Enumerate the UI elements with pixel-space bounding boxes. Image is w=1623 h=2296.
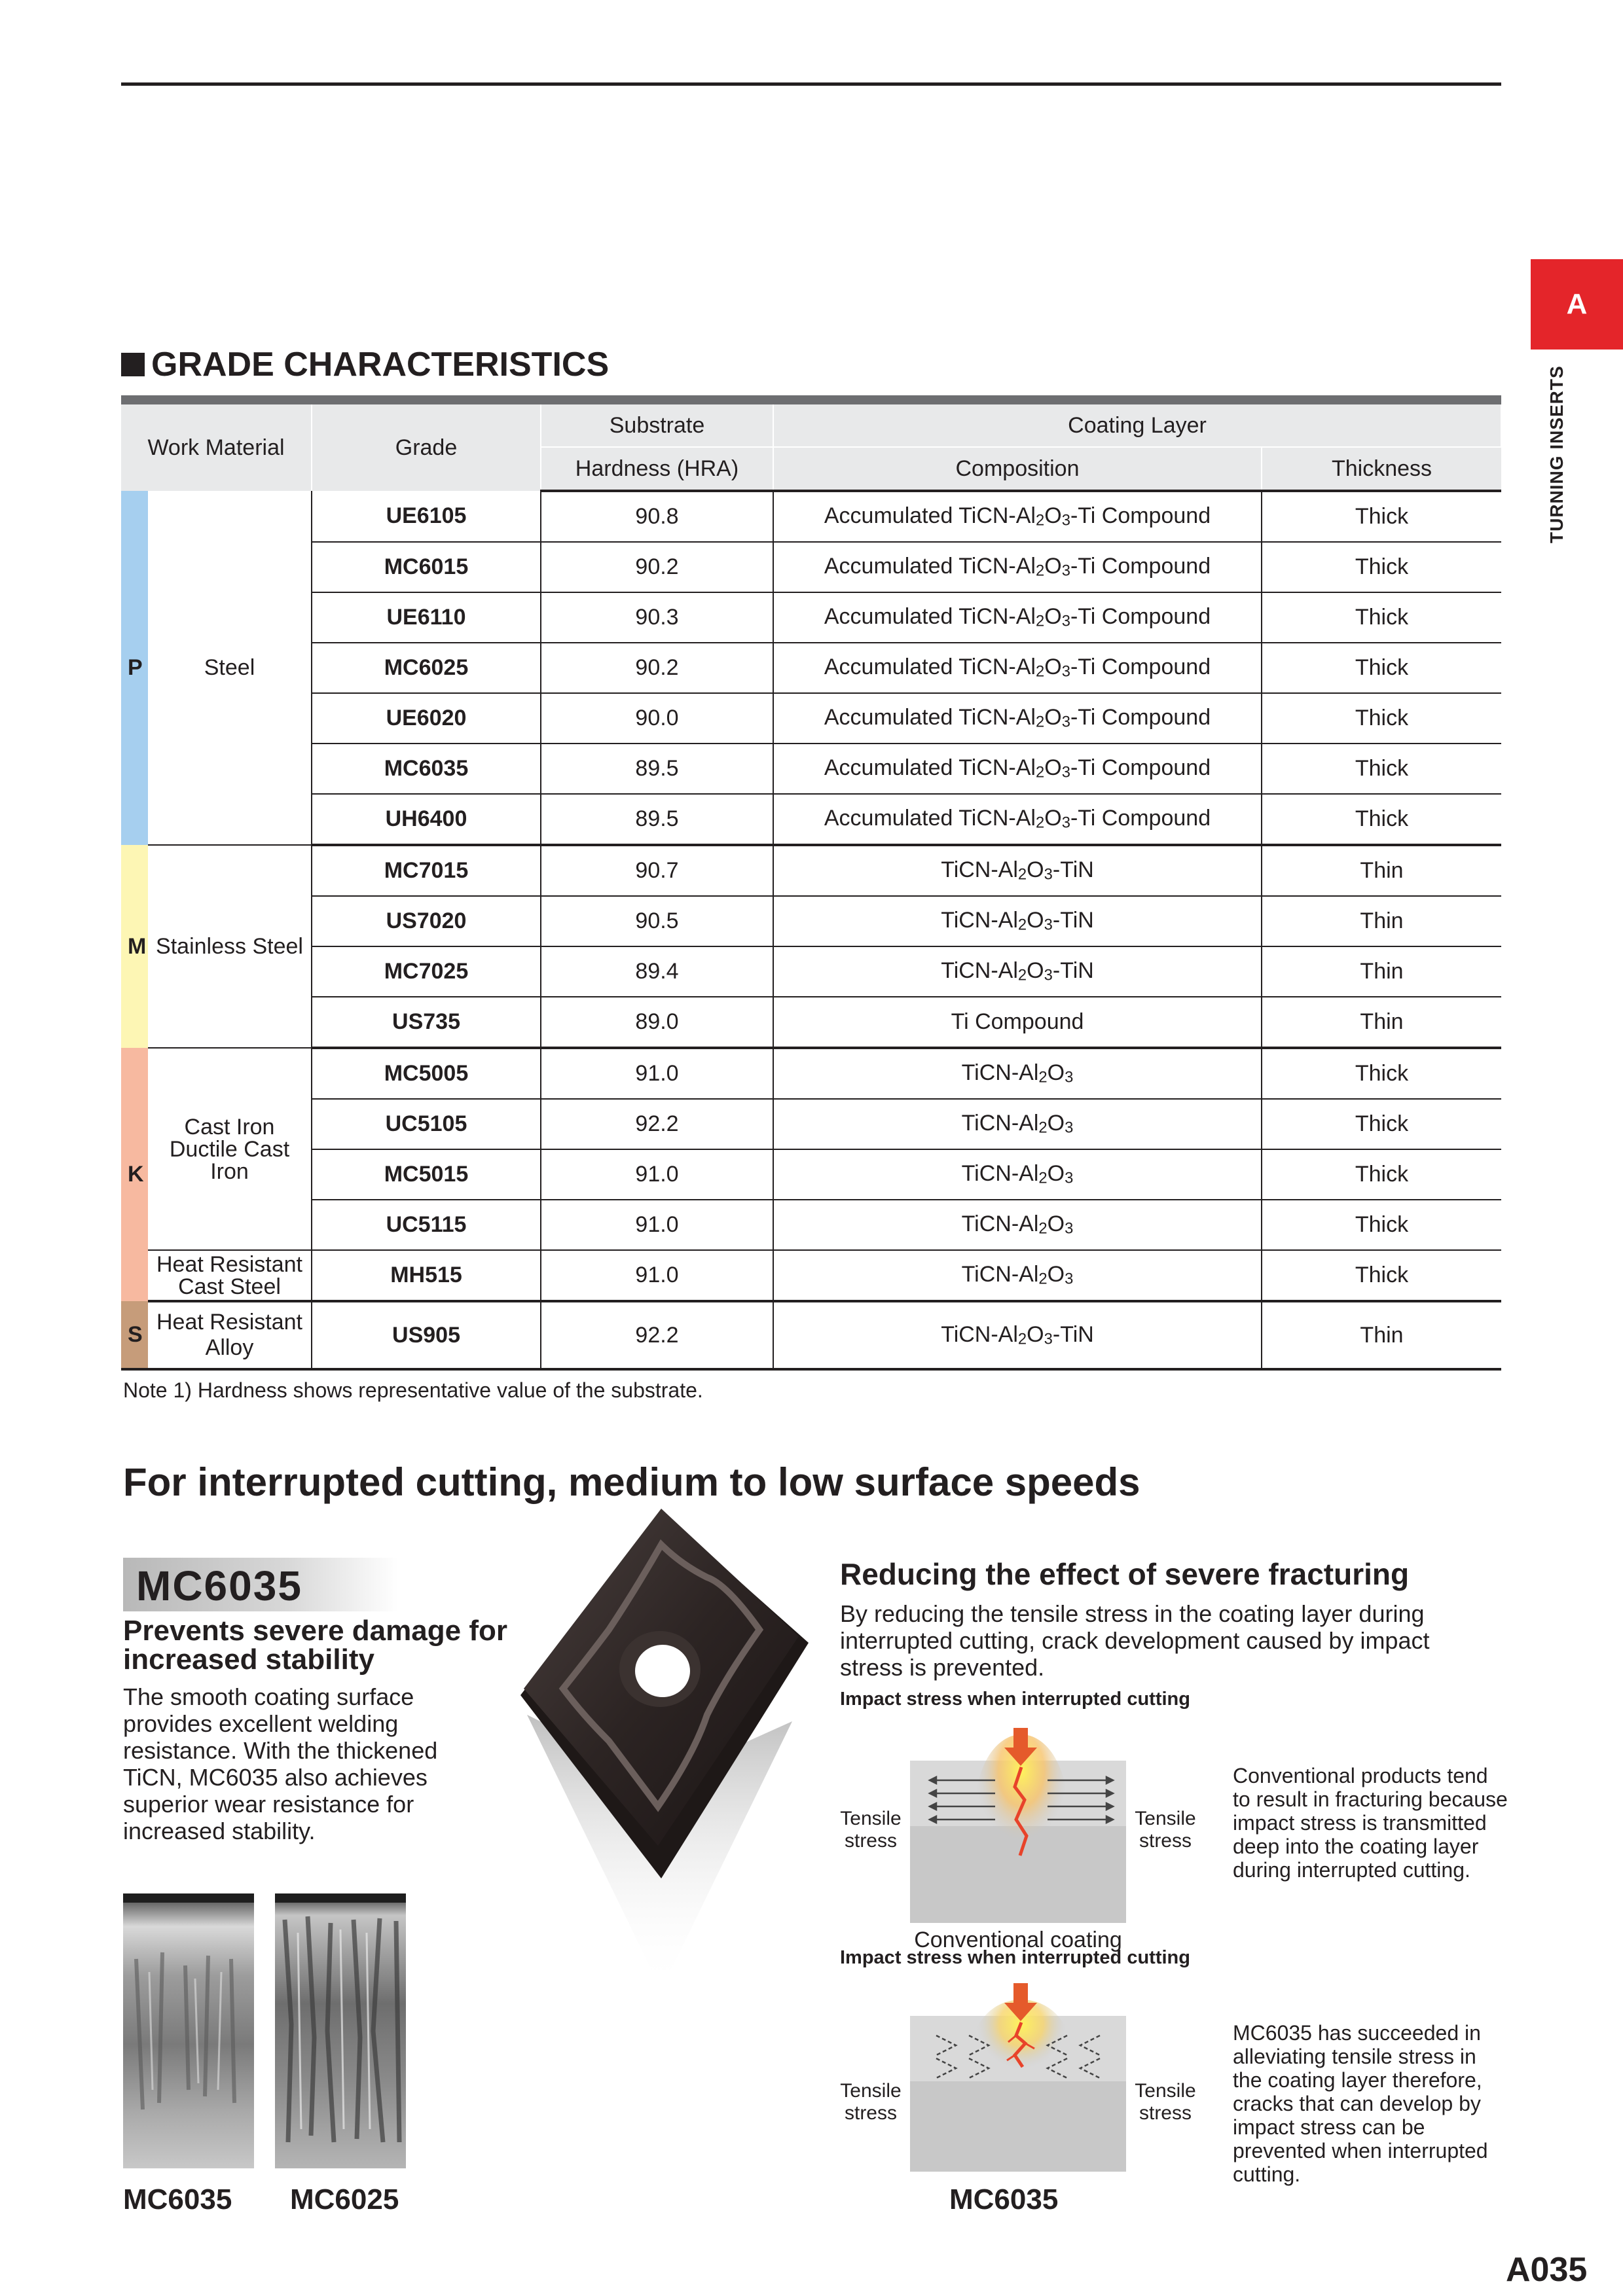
grade-cell: UH6400 [312,794,541,845]
material-code-s: S [121,1301,148,1369]
hardness-cell: 89.5 [541,744,773,794]
composition-cell: TiCN-$Al_2O_3$ [773,1200,1262,1250]
table-row [121,1200,1501,1250]
grade-cell: MC6035 [312,744,541,794]
composition-cell: TiCN-$Al_2O_3$-TiN [773,1301,1262,1369]
thickness-cell: Thick [1262,794,1501,845]
thickness-cell: Thick [1262,643,1501,693]
table-row [121,592,1501,643]
header-hardness: Hardness (HRA) [541,447,773,491]
table-row [121,1250,1501,1301]
grade-cell: MC6025 [312,643,541,693]
composition-cell: TiCN-$Al_2O_3$ [773,1048,1262,1099]
table-top-bar [121,395,1501,404]
thickness-cell: Thick [1262,491,1501,542]
grade-cell: UE6105 [312,491,541,542]
table-row [121,1099,1501,1149]
hardness-cell: 91.0 [541,1250,773,1301]
sem-image-mc6035 [123,1893,254,2168]
hardness-cell: 90.0 [541,693,773,744]
grade-characteristics-table [121,404,1502,1371]
table-row [121,1149,1501,1200]
mc6035-coating-diagram [910,1983,1126,2172]
smooth-text: The smooth coating surface provides excellent welding resistance. With the thickened TiCN, MC6035 also achieves superior wear resistance for increased stability. [123,1683,438,1844]
table-row [121,744,1501,794]
grade-cell: MC7025 [312,946,541,997]
section-title [121,345,609,384]
reduce-title: Reducing the effect of severe fracturing [840,1557,1410,1591]
work-material: Steel [148,491,312,845]
prevents-title: Prevents severe damage for increased stability [123,1615,507,1676]
grade-cell: MC5005 [312,1048,541,1099]
composition-cell: Ti Compound [773,997,1262,1048]
work-material: Cast Iron Ductile Cast Iron [148,1048,312,1250]
section-tab-label: TURNING INSERTS [1546,365,1567,543]
sem-label-2: MC6025 [290,2183,399,2215]
conventional-caption: Conventional coating [914,1928,1122,1952]
impact-label-mc6035: Impact stress when interrupted cutting [840,1947,1190,1968]
thickness-cell: Thick [1262,1048,1501,1099]
table-row [121,946,1501,997]
top-rule [121,82,1501,86]
work-material: Heat Resistant Alloy [148,1301,312,1369]
header-grade: Grade [312,404,541,491]
square-bullet-icon [121,353,145,376]
header-substrate: Substrate [541,404,773,447]
table-row [121,1301,1501,1369]
hardness-cell: 90.5 [541,896,773,946]
table-row [121,643,1501,693]
material-code-p: P [121,491,148,845]
table-row [121,997,1501,1048]
page-number: A035 [1506,2251,1588,2289]
grade-cell: UC5105 [312,1099,541,1149]
hardness-cell: 89.5 [541,794,773,845]
table-note: Note 1) Hardness shows representative value of the substrate. [123,1378,703,1402]
composition-cell: Accumulated TiCN-$Al_2O_3-Ti$ Compound [773,643,1262,693]
hardness-cell: 91.0 [541,1200,773,1250]
thickness-cell: Thick [1262,1099,1501,1149]
composition-cell: Accumulated TiCN-$Al_2O_3-Ti$ Compound [773,592,1262,643]
thickness-cell: Thick [1262,744,1501,794]
thickness-cell: Thick [1262,693,1501,744]
grade-cell: MC7015 [312,845,541,896]
composition-cell: Accumulated TiCN-$Al_2O_3-Ti$ Compound [773,693,1262,744]
composition-cell: Accumulated TiCN-$Al_2O_3-Ti$ Compound [773,542,1262,592]
work-material: Stainless Steel [148,845,312,1048]
table-body [121,491,1501,1369]
composition-cell: Accumulated TiCN-$Al_2O_3-Ti$ Compound [773,794,1262,845]
hardness-cell: 90.3 [541,592,773,643]
section-title-text: GRADE CHARACTERISTICS [151,346,610,384]
composition-cell: TiCN-$Al_2O_3$-TiN [773,946,1262,997]
mc6035-text: MC6035 has succeeded in alleviating tensile stress in the coating layer therefore, cracks that can develop by impact stress can be prevented when interrupted cutting. [1233,2021,1488,2186]
grade-cell: UC5115 [312,1200,541,1250]
hardness-cell: 90.2 [541,542,773,592]
conventional-text: Conventional products tend to result in fracturing because impact stress is transmitted deep into the coating layer during interrupted cutting. [1233,1764,1508,1882]
thickness-cell: Thin [1262,997,1501,1048]
reduce-text: By reducing the tensile stress in the coating layer during interrupted cutting, crack development caused by impact stress is prevented. [840,1600,1430,1681]
mc6035-caption: MC6035 [949,2183,1059,2215]
hardness-cell: 91.0 [541,1149,773,1200]
thickness-cell: Thin [1262,1301,1501,1369]
material-code-m: M [121,845,148,1048]
hardness-cell: 91.0 [541,1048,773,1099]
hardness-cell: 92.2 [541,1099,773,1149]
composition-cell: TiCN-$Al_2O_3$ [773,1099,1262,1149]
composition-cell: Accumulated TiCN-$Al_2O_3-Ti$ Compound [773,744,1262,794]
grade-cell: UE6110 [312,592,541,643]
thickness-cell: Thin [1262,896,1501,946]
hardness-cell: 89.4 [541,946,773,997]
work-material: Heat Resistant Cast Steel [148,1250,312,1301]
headline: For interrupted cutting, medium to low surface speeds [123,1460,1140,1504]
material-code-k: K [121,1048,148,1301]
thickness-cell: Thin [1262,946,1501,997]
table-row [121,845,1501,896]
tensile-label-left-2: Tensile stress [840,2080,902,2124]
grade-cell: MC6015 [312,542,541,592]
hardness-cell: 90.7 [541,845,773,896]
header-thickness: Thickness [1262,447,1501,491]
composition-cell: Accumulated TiCN-$Al_2O_3-Ti$ Compound [773,491,1262,542]
table-row [121,1048,1501,1099]
grade-cell: US735 [312,997,541,1048]
header-composition: Composition [773,447,1262,491]
sem-label-1: MC6035 [123,2183,232,2215]
section-tab-letter[interactable]: A [1531,259,1623,350]
thickness-cell: Thin [1262,845,1501,896]
grade-cell: US7020 [312,896,541,946]
composition-cell: TiCN-$Al_2O_3$ [773,1149,1262,1200]
product-name: MC6035 [136,1562,302,1609]
composition-cell: TiCN-$Al_2O_3$-TiN [773,845,1262,896]
grade-cell: UE6020 [312,693,541,744]
tensile-label-left-1: Tensile stress [840,1808,902,1852]
hardness-cell: 92.2 [541,1301,773,1369]
header-coating-layer: Coating Layer [773,404,1501,447]
table-row [121,542,1501,592]
tensile-label-right-2: Tensile stress [1135,2080,1196,2124]
table-row [121,794,1501,845]
composition-cell: TiCN-$Al_2O_3$ [773,1250,1262,1301]
product-banner [123,1558,398,1611]
table-row [121,896,1501,946]
hardness-cell: 90.8 [541,491,773,542]
conventional-coating-diagram [910,1728,1126,1923]
grade-cell: US905 [312,1301,541,1369]
thickness-cell: Thick [1262,1149,1501,1200]
thickness-cell: Thick [1262,542,1501,592]
composition-cell: TiCN-$Al_2O_3$-TiN [773,896,1262,946]
thickness-cell: Thick [1262,592,1501,643]
table-row [121,693,1501,744]
thickness-cell: Thick [1262,1250,1501,1301]
grade-cell: MC5015 [312,1149,541,1200]
insert-image [511,1505,812,1990]
sem-image-mc6025 [275,1893,406,2168]
thickness-cell: Thick [1262,1200,1501,1250]
hardness-cell: 90.2 [541,643,773,693]
grade-cell: MH515 [312,1250,541,1301]
header-work-material: Work Material [121,404,312,491]
table-row [121,491,1501,542]
tensile-label-right-1: Tensile stress [1135,1808,1196,1852]
impact-label-conventional: Impact stress when interrupted cutting [840,1689,1190,1710]
hardness-cell: 89.0 [541,997,773,1048]
